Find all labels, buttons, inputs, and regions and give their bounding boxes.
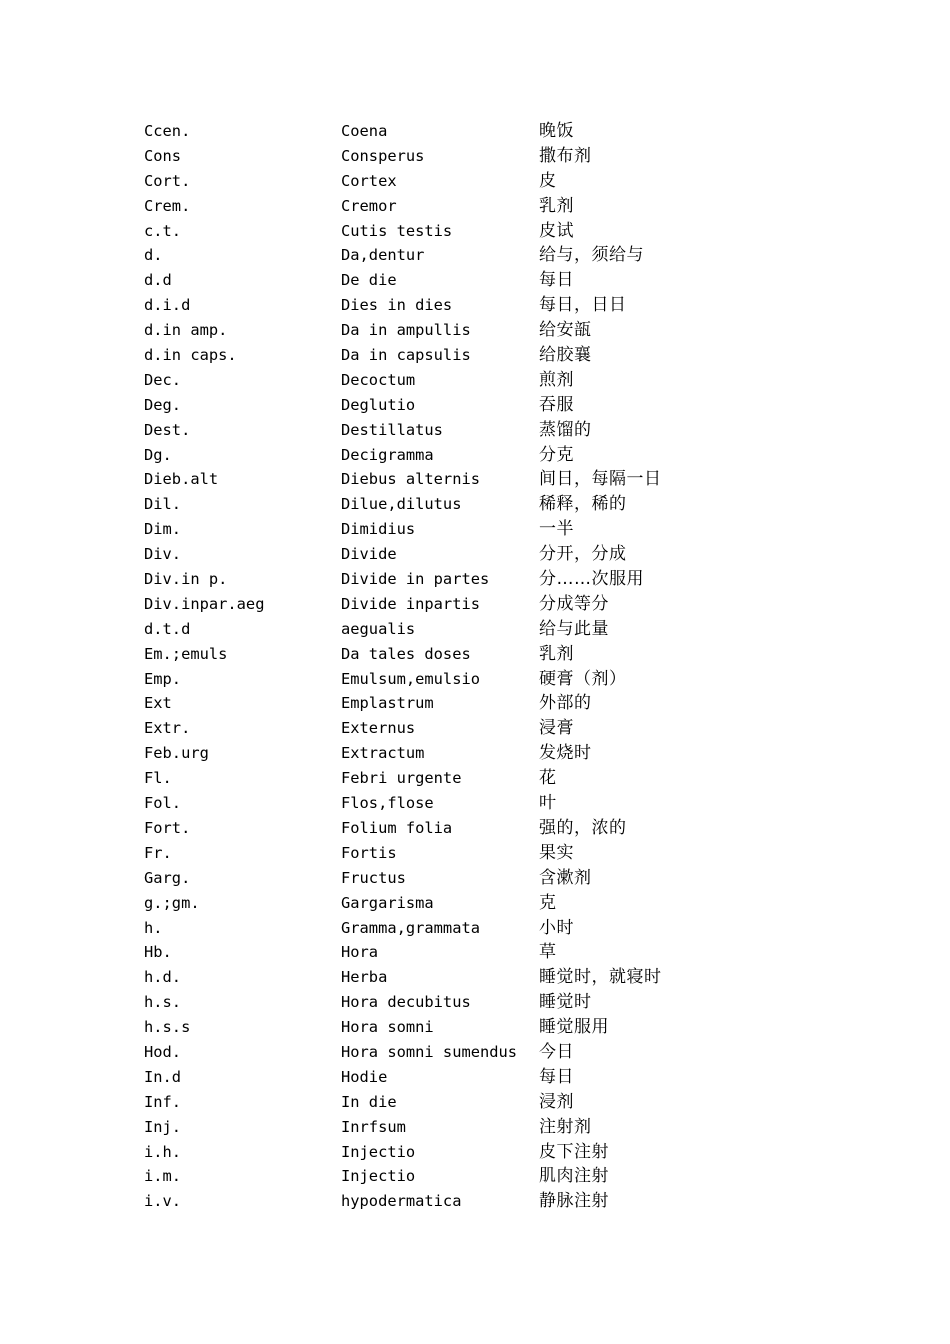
chinese-meaning-cell: 乳剂: [539, 643, 574, 664]
latin-term-cell: Dimidius: [341, 520, 416, 539]
chinese-meaning-cell: 一半: [539, 519, 574, 540]
latin-term-cell: Hora somni: [341, 1018, 434, 1037]
chinese-meaning-cell: 分……次服用: [539, 569, 644, 590]
latin-term-cell: Decigramma: [341, 445, 434, 464]
abbreviation-cell: Fr.: [144, 843, 172, 862]
table-row: [144, 691, 704, 716]
chinese-meaning-cell: 注射剂: [539, 1116, 592, 1137]
table-row: [144, 243, 704, 268]
table-row: [144, 144, 704, 169]
latin-term-cell: Da tales doses: [341, 644, 471, 663]
table-row: [144, 791, 704, 816]
table-row: [144, 1065, 704, 1090]
abbreviation-cell: c.t.: [144, 221, 182, 240]
abbreviation-cell: d.: [144, 246, 163, 265]
table-row: [144, 567, 704, 592]
abbreviation-cell: Em.;emuls: [144, 644, 228, 663]
latin-term-cell: Externus: [341, 719, 416, 738]
abbreviation-cell: Dg.: [144, 445, 172, 464]
abbreviation-cell: Dec.: [144, 370, 182, 389]
chinese-meaning-cell: 每日: [539, 1066, 574, 1087]
chinese-meaning-cell: 叶: [539, 793, 557, 814]
table-row: [144, 1040, 704, 1065]
abbreviation-table: [144, 119, 704, 1214]
abbreviation-cell: Fl.: [144, 769, 172, 788]
latin-term-cell: Hora decubitus: [341, 993, 471, 1012]
chinese-meaning-cell: 睡觉服用: [539, 1017, 609, 1038]
latin-term-cell: Dilue,dilutus: [341, 495, 462, 514]
chinese-meaning-cell: 含漱剂: [539, 867, 592, 888]
latin-term-cell: Injectio: [341, 1142, 416, 1161]
chinese-meaning-cell: 硬膏（剂）: [539, 668, 627, 689]
chinese-meaning-cell: 撒布剂: [539, 145, 592, 166]
chinese-meaning-cell: 乳剂: [539, 195, 574, 216]
latin-term-cell: aegualis: [341, 619, 416, 638]
abbreviation-cell: Hb.: [144, 943, 172, 962]
abbreviation-cell: In.d: [144, 1067, 182, 1086]
chinese-meaning-cell: 给胶襄: [539, 345, 592, 366]
latin-term-cell: Gargarisma: [341, 893, 434, 912]
abbreviation-cell: Hod.: [144, 1042, 182, 1061]
latin-term-cell: Hora somni sumendus: [341, 1042, 518, 1061]
chinese-meaning-cell: 每日，日日: [539, 295, 627, 316]
latin-term-cell: Inrfsum: [341, 1117, 406, 1136]
chinese-meaning-cell: 吞服: [539, 394, 574, 415]
abbreviation-cell: Div.inpar.aeg: [144, 594, 265, 613]
table-row: [144, 169, 704, 194]
table-row: [144, 965, 704, 990]
table-row: [144, 667, 704, 692]
table-row: [144, 1164, 704, 1189]
latin-term-cell: Cutis testis: [341, 221, 453, 240]
latin-term-cell: Consperus: [341, 146, 425, 165]
abbreviation-cell: h.d.: [144, 968, 182, 987]
chinese-meaning-cell: 外部的: [539, 693, 592, 714]
table-row: [144, 1090, 704, 1115]
latin-term-cell: Da in ampullis: [341, 321, 471, 340]
table-row: [144, 368, 704, 393]
abbreviation-cell: Dil.: [144, 495, 182, 514]
table-row: [144, 393, 704, 418]
chinese-meaning-cell: 小时: [539, 917, 574, 938]
chinese-meaning-cell: 分克: [539, 444, 574, 465]
latin-term-cell: Da,dentur: [341, 246, 425, 265]
abbreviation-cell: Extr.: [144, 719, 191, 738]
table-row: [144, 766, 704, 791]
latin-term-cell: Gramma,grammata: [341, 918, 480, 937]
abbreviation-cell: Dest.: [144, 420, 191, 439]
chinese-meaning-cell: 皮: [539, 170, 557, 191]
chinese-meaning-cell: 肌肉注射: [539, 1166, 609, 1187]
latin-term-cell: Hora: [341, 943, 379, 962]
latin-term-cell: Fortis: [341, 843, 397, 862]
chinese-meaning-cell: 煎剂: [539, 369, 574, 390]
table-row: [144, 1015, 704, 1040]
latin-term-cell: Da in capsulis: [341, 346, 471, 365]
abbreviation-cell: h.: [144, 918, 163, 937]
abbreviation-cell: Cons: [144, 146, 182, 165]
latin-term-cell: Herba: [341, 968, 388, 987]
latin-term-cell: Deglutio: [341, 395, 416, 414]
table-row: [144, 916, 704, 941]
chinese-meaning-cell: 睡觉时，就寝时: [539, 967, 662, 988]
latin-term-cell: Destillatus: [341, 420, 443, 439]
table-row: [144, 418, 704, 443]
abbreviation-cell: Dieb.alt: [144, 470, 219, 489]
chinese-meaning-cell: 果实: [539, 842, 574, 863]
table-row: [144, 343, 704, 368]
table-row: [144, 642, 704, 667]
abbreviation-cell: d.in amp.: [144, 321, 228, 340]
chinese-meaning-cell: 静脉注射: [539, 1191, 609, 1212]
abbreviation-cell: Ext: [144, 694, 172, 713]
chinese-meaning-cell: 给安瓿: [539, 320, 592, 341]
table-row: [144, 940, 704, 965]
chinese-meaning-cell: 花: [539, 768, 557, 789]
abbreviation-cell: Ccen.: [144, 122, 191, 140]
abbreviation-cell: Feb.urg: [144, 744, 209, 763]
latin-term-cell: Hodie: [341, 1067, 388, 1086]
abbreviation-cell: Crem.: [144, 196, 191, 215]
abbreviation-cell: d.i.d: [144, 296, 191, 315]
latin-term-cell: hypodermatica: [341, 1192, 462, 1211]
abbreviation-cell: Inj.: [144, 1117, 182, 1136]
table-row: [144, 1115, 704, 1140]
chinese-meaning-cell: 浸膏: [539, 718, 574, 739]
abbreviation-cell: Dim.: [144, 520, 182, 539]
abbreviation-cell: Emp.: [144, 669, 182, 688]
chinese-meaning-cell: 今日: [539, 1041, 574, 1062]
latin-term-cell: Divide in partes: [341, 570, 490, 589]
abbreviation-cell: d.d: [144, 271, 172, 290]
table-row: [144, 443, 704, 468]
table-row: [144, 467, 704, 492]
table-row: [144, 592, 704, 617]
latin-term-cell: Febri urgente: [341, 769, 462, 788]
table-row: [144, 866, 704, 891]
latin-term-cell: Folium folia: [341, 818, 453, 837]
table-row: [144, 816, 704, 841]
table-row: [144, 1189, 704, 1214]
table-row: [144, 194, 704, 219]
abbreviation-cell: i.m.: [144, 1167, 182, 1186]
table-row: [144, 990, 704, 1015]
latin-term-cell: Extractum: [341, 744, 425, 763]
abbreviation-cell: h.s.s: [144, 1018, 191, 1037]
abbreviation-cell: d.t.d: [144, 619, 191, 638]
latin-term-cell: De die: [341, 271, 397, 290]
latin-term-cell: Injectio: [341, 1167, 416, 1186]
chinese-meaning-cell: 给与此量: [539, 618, 609, 639]
table-row: [144, 219, 704, 244]
abbreviation-cell: i.h.: [144, 1142, 182, 1161]
abbreviation-cell: Fort.: [144, 818, 191, 837]
chinese-meaning-cell: 分成等分: [539, 593, 609, 614]
latin-term-cell: Dies in dies: [341, 296, 453, 315]
latin-term-cell: Decoctum: [341, 370, 416, 389]
table-row: [144, 891, 704, 916]
chinese-meaning-cell: 草: [539, 942, 557, 963]
chinese-meaning-cell: 稀释，稀的: [539, 494, 627, 515]
abbreviation-cell: Div.: [144, 545, 182, 564]
latin-term-cell: Cremor: [341, 196, 397, 215]
latin-term-cell: Cortex: [341, 171, 397, 190]
abbreviation-cell: Fol.: [144, 794, 182, 813]
table-row: [144, 617, 704, 642]
table-row: [144, 716, 704, 741]
table-row: [144, 318, 704, 343]
abbreviation-cell: h.s.: [144, 993, 182, 1012]
abbreviation-cell: Cort.: [144, 171, 191, 190]
latin-term-cell: Emulsum,emulsio: [341, 669, 480, 688]
table-row: [144, 1140, 704, 1165]
latin-term-cell: Flos,flose: [341, 794, 434, 813]
abbreviation-cell: Div.in p.: [144, 570, 228, 589]
chinese-meaning-cell: 皮下注射: [539, 1141, 609, 1162]
abbreviation-cell: g.;gm.: [144, 893, 200, 912]
chinese-meaning-cell: 浸剂: [539, 1091, 574, 1112]
chinese-meaning-cell: 晚饭: [539, 121, 574, 141]
chinese-meaning-cell: 强的，浓的: [539, 817, 627, 838]
table-row: [144, 293, 704, 318]
abbreviation-cell: d.in caps.: [144, 346, 237, 365]
latin-term-cell: Emplastrum: [341, 694, 434, 713]
chinese-meaning-cell: 蒸馏的: [539, 419, 592, 440]
latin-term-cell: In die: [341, 1092, 397, 1111]
chinese-meaning-cell: 皮试: [539, 220, 574, 241]
table-row: [144, 119, 704, 144]
chinese-meaning-cell: 间日，每隔一日: [539, 469, 662, 490]
chinese-meaning-cell: 睡觉时: [539, 992, 592, 1013]
abbreviation-cell: Inf.: [144, 1092, 182, 1111]
latin-term-cell: Divide: [341, 545, 397, 564]
chinese-meaning-cell: 发烧时: [539, 743, 592, 764]
abbreviation-cell: i.v.: [144, 1192, 182, 1211]
chinese-meaning-cell: 给与，须给与: [539, 245, 644, 266]
table-row: [144, 517, 704, 542]
table-row: [144, 841, 704, 866]
table-row: [144, 268, 704, 293]
latin-term-cell: Coena: [341, 122, 388, 140]
table-row: [144, 542, 704, 567]
latin-term-cell: Fructus: [341, 868, 406, 887]
chinese-meaning-cell: 每日: [539, 270, 574, 291]
latin-term-cell: Divide inpartis: [341, 594, 480, 613]
chinese-meaning-cell: 克: [539, 892, 557, 913]
table-row: [144, 492, 704, 517]
chinese-meaning-cell: 分开，分成: [539, 544, 627, 565]
latin-term-cell: Diebus alternis: [341, 470, 480, 489]
table-row: [144, 741, 704, 766]
abbreviation-cell: Garg.: [144, 868, 191, 887]
abbreviation-cell: Deg.: [144, 395, 182, 414]
